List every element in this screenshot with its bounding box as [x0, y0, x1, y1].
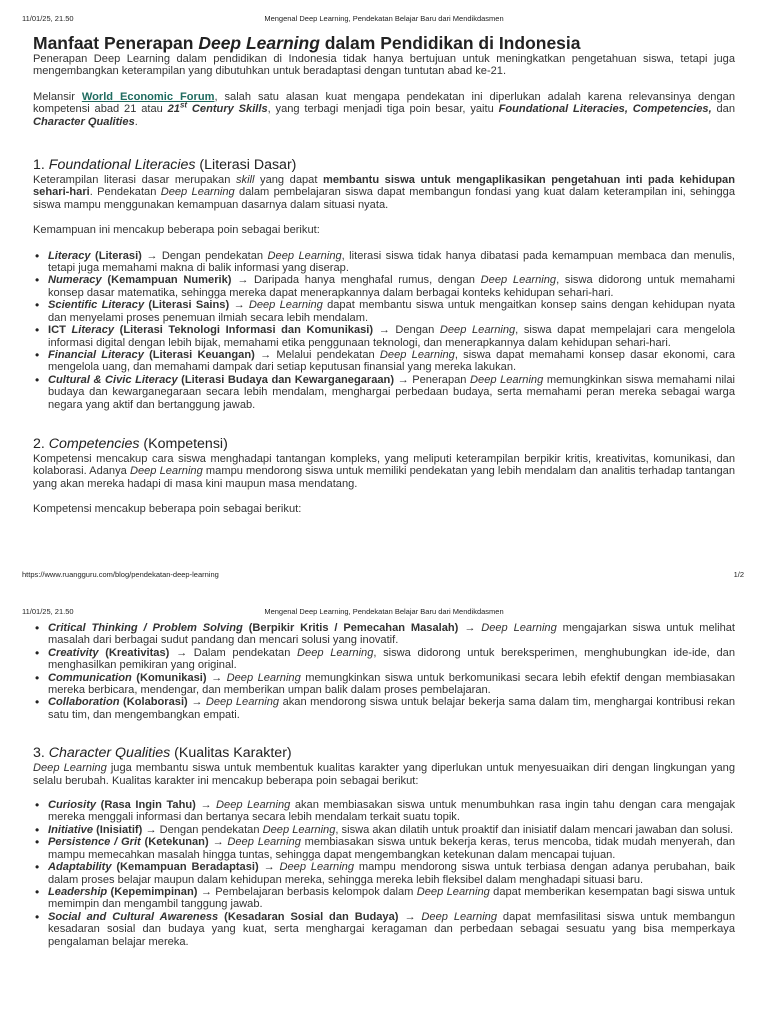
list-item: • Leadership (Kepemimpinan) → Pembelajaran berbasis kelompok dalam Deep Learning dapat memberikan kesempatan bagi siswa untuk memimpin dan mengambil tanggung jawab.	[48, 886, 735, 911]
print-title: Mengenal Deep Learning, Pendekatan Belajar Baru dari Mendikdasmen	[264, 14, 504, 23]
section-2-paragraph: Kompetensi mencakup cara siswa menghadapi tantangan kompleks, yang meliputi keterampilan berpikir kritis, kreativitas, komunikasi, dan kolaborasi. Adanya Deep Learning mampu mendorong siswa untuk memiliki pendekatan yang lebih mendalam dan analitis terhadap tantangan yang akan mereka hadapi di masa kini maupun masa mendatang.	[33, 452, 736, 490]
print-title: Mengenal Deep Learning, Pendekatan Belajar Baru dari Mendikdasmen	[264, 607, 504, 616]
list-item: • Cultural & Civic Literacy (Literasi Budaya dan Kewarganegaraan) → Penerapan Deep Learning memungkinkan siswa memahami nilai budaya dan kewarganegaraan secara lebih mendalam, menghargai perbedaan budaya, serta memahami peran mereka sebagai warga negara yang aktif dan bertanggung jawab.	[48, 374, 735, 411]
list-item: • ICT Literacy (Literasi Teknologi Informasi dan Komunikasi) → Dengan Deep Learning, siswa dapat mempelajari cara mengelola informasi digital dengan lebih bijak, memahami etika penggunaan teknologi, dan menerapkannya dalam kehidupan sehari-hari.	[48, 324, 735, 349]
section-2-heading: 2. Competencies (Kompetensi)	[33, 435, 228, 452]
section-3-paragraph: Deep Learning juga membantu siswa untuk membentuk kualitas karakter yang diperlukan untuk menyesuaikan diri dengan lingkungan yang selalu berubah. Kualitas karakter ini mencakup beberapa poin sebagai berikut:	[33, 762, 736, 787]
section-1-heading: 1. Foundational Literacies (Literasi Dasar)	[33, 157, 297, 174]
print-date: 11/01/25, 21.50	[22, 607, 74, 616]
section-2-lead: Kompetensi mencakup beberapa poin sebagai berikut:	[33, 503, 302, 516]
print-header	[0, 14, 768, 28]
list-item: • Scientific Literacy (Literasi Sains) → Deep Learning dapat membantu siswa untuk mengaitkan konsep sains dengan kehidupan nyata dan menyelami proses penemuan ilmiah secara lebih mendalam.	[48, 299, 735, 324]
list-item: • Numeracy (Kemampuan Numerik) → Daripada hanya menghafal rumus, dengan Deep Learning, siswa didorong untuk memahami konsep dasar matematika, sehingga mereka dapat menerapkannya dalam berbagai konteks kehidupan sehari-hari.	[48, 274, 735, 299]
print-date: 11/01/25, 21.50	[22, 14, 74, 23]
list-item: • Initiative (Inisiatif) → Dengan pendekatan Deep Learning, siswa akan dilatih untuk proaktif dan inisiatif dalam mencari jawaban dan solusi.	[48, 824, 735, 836]
intro-paragraph: Penerapan Deep Learning dalam pendidikan di Indonesia tidak hanya bertujuan untuk meningkatkan pengetahuan siswa, tetapi juga mengembangkan keterampilan yang dibutuhkan untuk beradaptasi dengan tuntutan abad ke-21.	[33, 53, 735, 78]
article-title: Manfaat Penerapan Deep Learning dalam Pendidikan di Indonesia	[33, 33, 581, 53]
section-1-lead: Kemampuan ini mencakup beberapa poin sebagai berikut:	[33, 224, 320, 237]
list-item: • Critical Thinking / Problem Solving (Berpikir Kritis / Pemecahan Masalah) → Deep Learning mengajarkan siswa untuk melihat masalah dari berbagai sudut pandang dan mencari solusi yang inovatif.	[48, 622, 735, 647]
section-3-heading: 3. Character Qualities (Kualitas Karakter)	[33, 745, 292, 762]
article-page-2	[33, 622, 735, 948]
print-header-page-2	[0, 607, 768, 621]
list-item: • Persistence / Grit (Ketekunan) → Deep Learning membiasakan siswa untuk bekerja keras, terus mencoba, tidak mudah menyerah, dan mampu memecahkan masalah hingga tuntas, sehingga dapat mengembangkan ketekunan dalam mencapai tujuan.	[48, 836, 735, 861]
list-item: • Curiosity (Rasa Ingin Tahu) → Deep Learning akan membiasakan siswa untuk menumbuhkan rasa ingin tahu dengan cara mengajak mereka menggali informasi dan bertanya secara lebih mendalam terkait suatu topik.	[48, 799, 735, 824]
page-number: 1/2	[733, 570, 744, 579]
list-item: • Creativity (Kreativitas) → Dalam pendekatan Deep Learning, siswa didorong untuk bereksperimen, menghubungkan ide-ide, dan menghasilkan pemikiran yang original.	[48, 647, 735, 672]
article-page-1	[33, 33, 735, 516]
list-item: • Communication (Komunikasi) → Deep Learning memungkinkan siswa untuk berkomunikasi secara lebih efektif dengan membiasakan mereka berbicara, mendengar, dan memberikan umpan balik dalam proses pembelajaran.	[48, 672, 735, 697]
list-item: • Literacy (Literasi) → Dengan pendekatan Deep Learning, literasi siswa tidak hanya dibatasi pada kemampuan membaca dan menulis, tetapi juga memahami makna di balik informasi yang diserap.	[48, 250, 735, 275]
list-item: • Collaboration (Kolaborasi) → Deep Learning akan mendorong siswa untuk belajar bekerja sama dalam tim, menghargai kontribusi rekan satu tim, dan mengembangkan empati.	[48, 696, 735, 721]
wef-link[interactable]: World Economic Forum	[81, 90, 215, 103]
list-item: • Financial Literacy (Literasi Keuangan) → Melalui pendekatan Deep Learning, siswa dapat memahami konsep dasar ekonomi, cara mengelola uang, dan memahami dampak dari setiap keputusan finansial yang mereka lakukan.	[48, 349, 735, 374]
list-item: • Social and Cultural Awareness (Kesadaran Sosial dan Budaya) → Deep Learning dapat memfasilitasi siswa untuk membangun kesadaran sosial dan budaya yang kuat, serta menghargai keragaman dan perbedaan sebagai sesuatu yang bisa memperkaya pengalaman belajar mereka.	[48, 911, 735, 948]
wef-paragraph: Melansir World Economic Forum, salah satu alasan kuat mengapa pendekatan ini diperlukan adalah karena relevansinya dengan kompetensi abad 21 atau 21st Century Skills, yang terbagi menjadi tiga poin besar, yaitu Foundational Literacies, Competencies, dan Character Qualities.	[33, 90, 735, 128]
section-2-list	[33, 622, 735, 721]
section-3-list	[33, 799, 735, 948]
section-1-paragraph: Keterampilan literasi dasar merupakan skill yang dapat membantu siswa untuk mengaplikasikan pengetahuan inti pada kehidupan sehari-hari. Pendekatan Deep Learning dalam pembelajaran siswa dapat membangun fondasi yang kuat dalam keterampilan ini, sehingga siswa mampu menggunakan kemampuan dasarnya dalam situasi nyata.	[33, 174, 736, 211]
print-url: https://www.ruangguru.com/blog/pendekatan-deep-learning	[22, 570, 219, 579]
section-1-list	[33, 250, 735, 411]
list-item: • Adaptability (Kemampuan Beradaptasi) → Deep Learning mampu mendorong siswa untuk terbiasa dengan adanya perubahan, baik dalam proses belajar maupun dalam kehidupan mereka, sehingga mereka lebih fleksibel dalam menghadapi situasi baru.	[48, 861, 735, 886]
